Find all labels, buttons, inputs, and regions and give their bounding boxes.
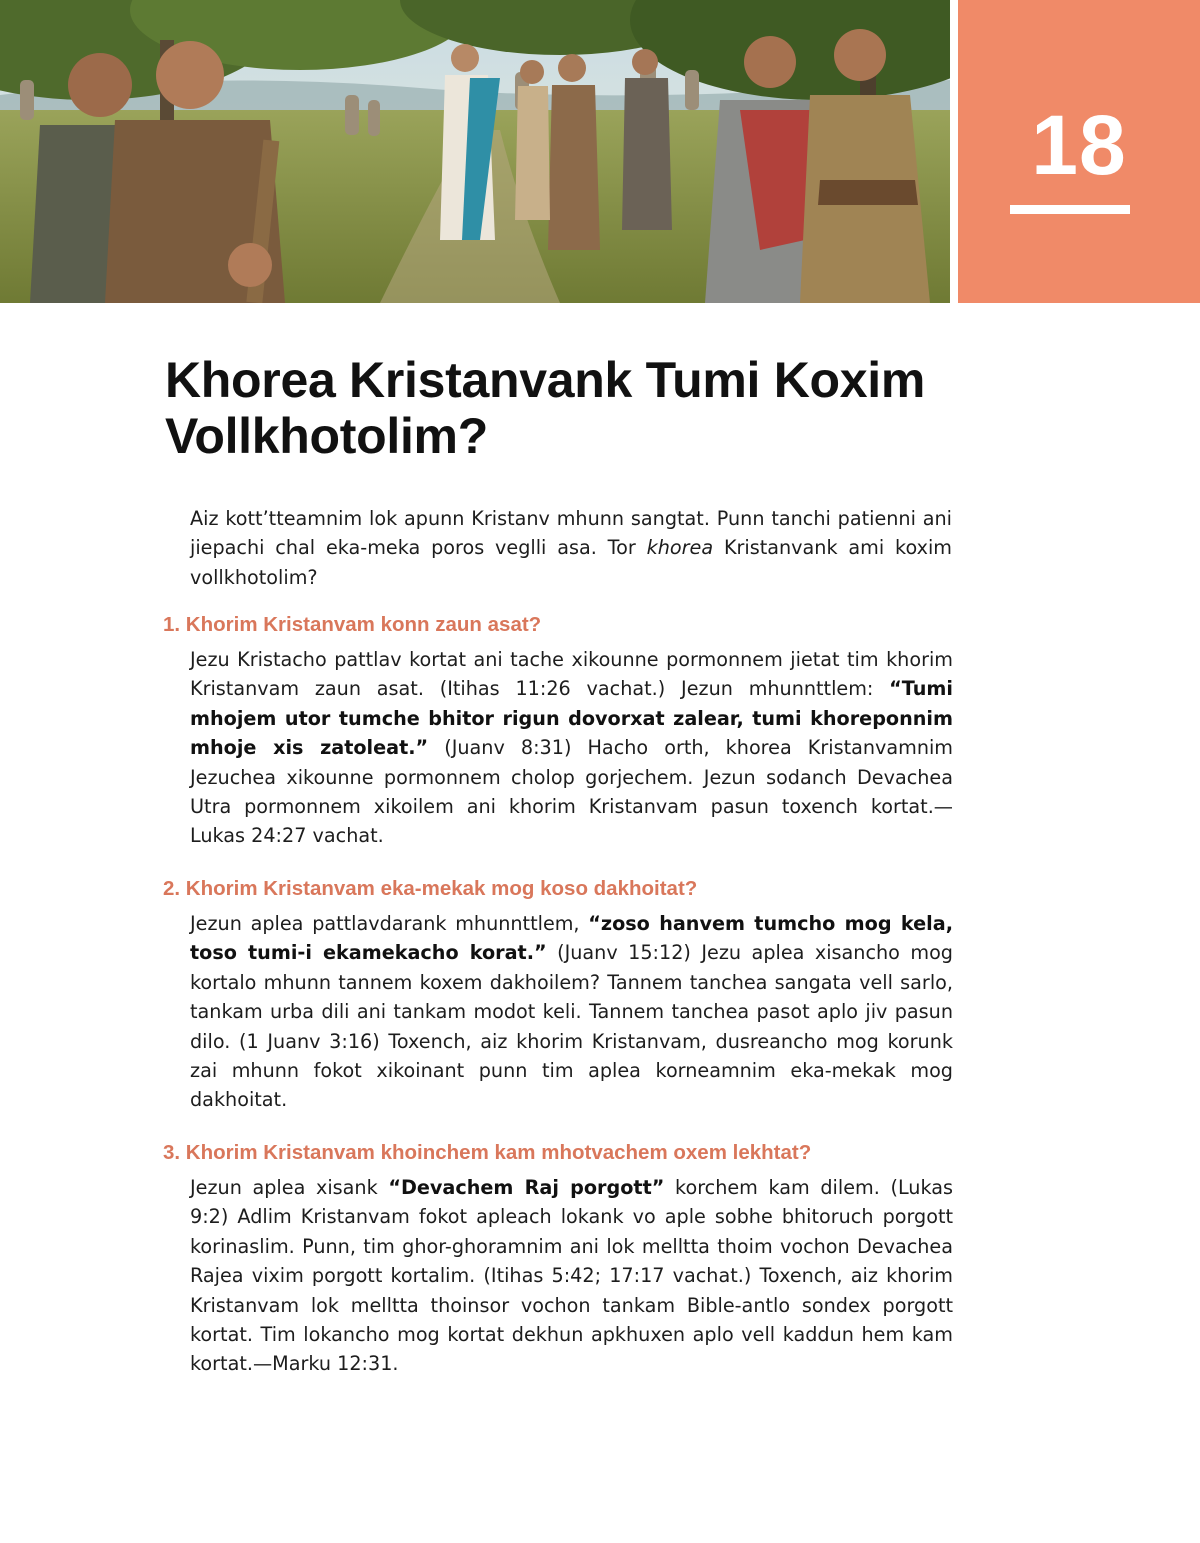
answer-text: korchem kam dilem. (Lukas 9:2) Adlim Kristanvam fokot apleach lokank vo aple sobhe bhitoruch porgott korinaslim. Punn, tim ghor-ghoramnim ani lok melltta thoim vochon Devachea Rajea vixim porgott kortalim. (Itihas 5:42; 17:17 vachat.) Toxench, aiz khorim Kristanvam lok melltta thoinsor vochon tankam Bible-antlo sondex porgott kortat. Tim lokancho mog kortat dekhun apkhuxen aplo vell kaddun hem kam kortat.—Marku 12:31. [190,1176,953,1376]
question-heading: 3. Khorim Kristanvam khoinchem kam mhotvachem oxem lekhtat? [163,1141,812,1164]
question-heading: 2. Khorim Kristanvam eka-mekak mog koso dakhoitat? [163,877,698,900]
answer-paragraph [190,909,953,1115]
answer-text: (Juanv 8:31) Hacho orth, khorea Kristanvamnim Jezuchea xikounne pormonnem cholop gorjechem. Jezun sodanch Devachea Utra pormonnem xikoilem ani khorim Kristanvam pasun toxench kortat.—Lukas 24:27 vachat. [190,736,953,848]
lesson-number-box [958,0,1200,303]
question-heading: 1. Khorim Kristanvam konn zaun asat? [163,613,542,636]
answer-text: (Juanv 15:12) Jezu aplea xisancho mog kortalo mhunn tannem koxem dakhoilem? Tannem tanchea sangata vell sarlo, tankam urba dili ani tankam modot keli. Tannem tanchea pasot aplo jiv pasun dilo. (1 Juanv 3:16) Toxench, aiz khorim Kristanvam, dusreancho mog korunk zai mhunn fokot xikoinant punn tim aplea korneamnim eka-mekak mog dakhoitat. [190,941,953,1112]
intro-paragraph [190,504,952,592]
answer-paragraph [190,645,953,851]
answer-paragraph [190,1173,953,1379]
scripture-quote: “zoso hanvem tumcho mog kela, toso tumi-i ekamekacho korat.” [190,912,953,965]
intro-text-2: Kristanvank ami koxim vollkhotolim? [190,536,952,589]
answer-text: Jezu Kristacho pattlav kortat ani tache xikounne pormonnem jietat tim khorim Kristanvam zaun asat. (Itihas 11:26 vachat.) Jezun mhunnttlem: [190,648,953,701]
scripture-quote: “Tumi mhojem utor tumche bhitor rigun dovorxat zalear, tumi khoreponnim mhoje xis zatoleat.” [190,677,953,760]
intro-emphasis: khorea [646,536,714,560]
question-section-3 [163,1140,953,1379]
intro-text-1: Aiz kott’tteamnim lok apunn Kristanv mhunn sangtat. Punn tanchi patienni ani jiepachi chal eka-meka poros veglli asa. Tor [190,507,952,560]
question-section-2 [163,876,953,1115]
scripture-quote: “Devachem Raj porgott” [388,1176,665,1199]
header-illustration [0,0,950,303]
answer-text: Jezun aplea xisank [190,1176,389,1199]
page-title: Khorea Kristanvank Tumi Koxim Vollkhotolim? [165,352,926,464]
lesson-number: 18 [1031,98,1127,192]
question-section-1 [163,612,953,851]
lesson-number-underline [1010,205,1130,214]
answer-text: Jezun aplea pattlavdarank mhunnttlem, [190,912,589,935]
